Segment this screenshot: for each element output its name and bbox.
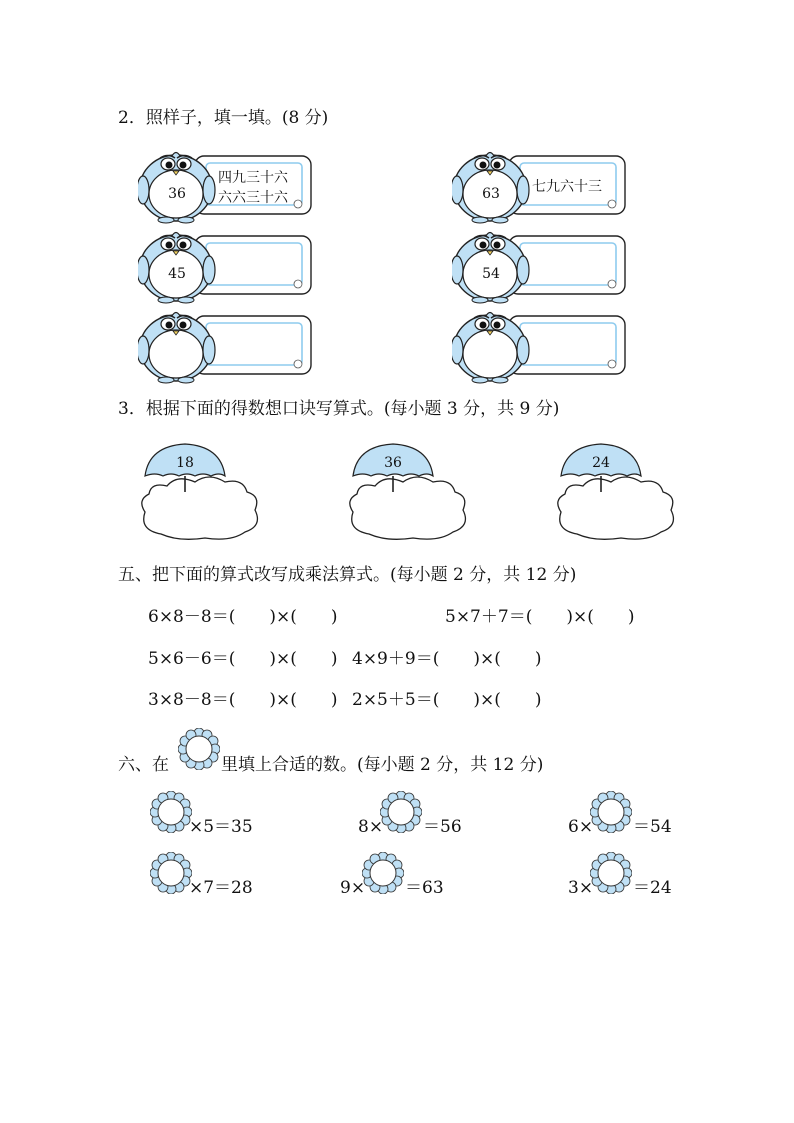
equation-item: 5×7＋7＝( )×( ) (445, 607, 635, 627)
card-line-1: 四九三十六 (218, 170, 288, 186)
penguin-number: 54 (482, 266, 500, 282)
penguin-number: 63 (482, 186, 500, 202)
penguin-icon (138, 306, 216, 386)
equation-before: 9× (340, 878, 366, 898)
equation-before: 8× (358, 817, 384, 837)
card-line-1: 七九六十三 (532, 179, 602, 195)
question-3-title: 3．根据下面的得数想口诀写算式。(每小题 3 分，共 9 分) (118, 399, 560, 419)
umbrella-number: 24 (592, 455, 610, 471)
question-6-title-prefix: 六、在 (118, 755, 169, 775)
equation-after: ×7＝28 (189, 878, 253, 898)
flower-answer-blank[interactable] (150, 852, 192, 894)
equation-after: ×5＝35 (189, 817, 253, 837)
equation-after: ＝54 (633, 817, 672, 837)
penguin-icon (452, 306, 530, 386)
flower-answer-blank[interactable] (590, 852, 632, 894)
flower-answer-blank[interactable] (590, 791, 632, 833)
equation-item: 3×8－8＝( )×( ) (148, 690, 338, 710)
equation-item: 4×9＋9＝( )×( ) (352, 649, 542, 669)
equation-item: 6×8－8＝( )×( ) (148, 607, 338, 627)
equation-after: ＝63 (405, 878, 444, 898)
question-5-title: 五、把下面的算式改写成乘法算式。(每小题 2 分，共 12 分) (118, 565, 577, 585)
flower-blank-icon (178, 728, 220, 770)
question-2-title: 2．照样子，填一填。(8 分) (118, 108, 329, 128)
equation-item: 5×6－6＝( )×( ) (148, 649, 338, 669)
equation-item: 2×5＋5＝( )×( ) (352, 690, 542, 710)
equation-after: ＝24 (633, 878, 672, 898)
question-6-title-suffix: 里填上合适的数。(每小题 2 分，共 12 分) (221, 755, 544, 775)
flower-answer-blank[interactable] (150, 791, 192, 833)
equation-before: 6× (568, 817, 594, 837)
equation-before: 3× (568, 878, 594, 898)
penguin-number: 45 (168, 266, 186, 282)
flower-answer-blank[interactable] (362, 852, 404, 894)
umbrella-number: 36 (384, 455, 402, 471)
equation-after: ＝56 (423, 817, 462, 837)
penguin-number: 36 (168, 186, 186, 202)
card-line-2: 六六三十六 (218, 190, 288, 206)
flower-answer-blank[interactable] (380, 791, 422, 833)
umbrella-number: 18 (176, 455, 194, 471)
